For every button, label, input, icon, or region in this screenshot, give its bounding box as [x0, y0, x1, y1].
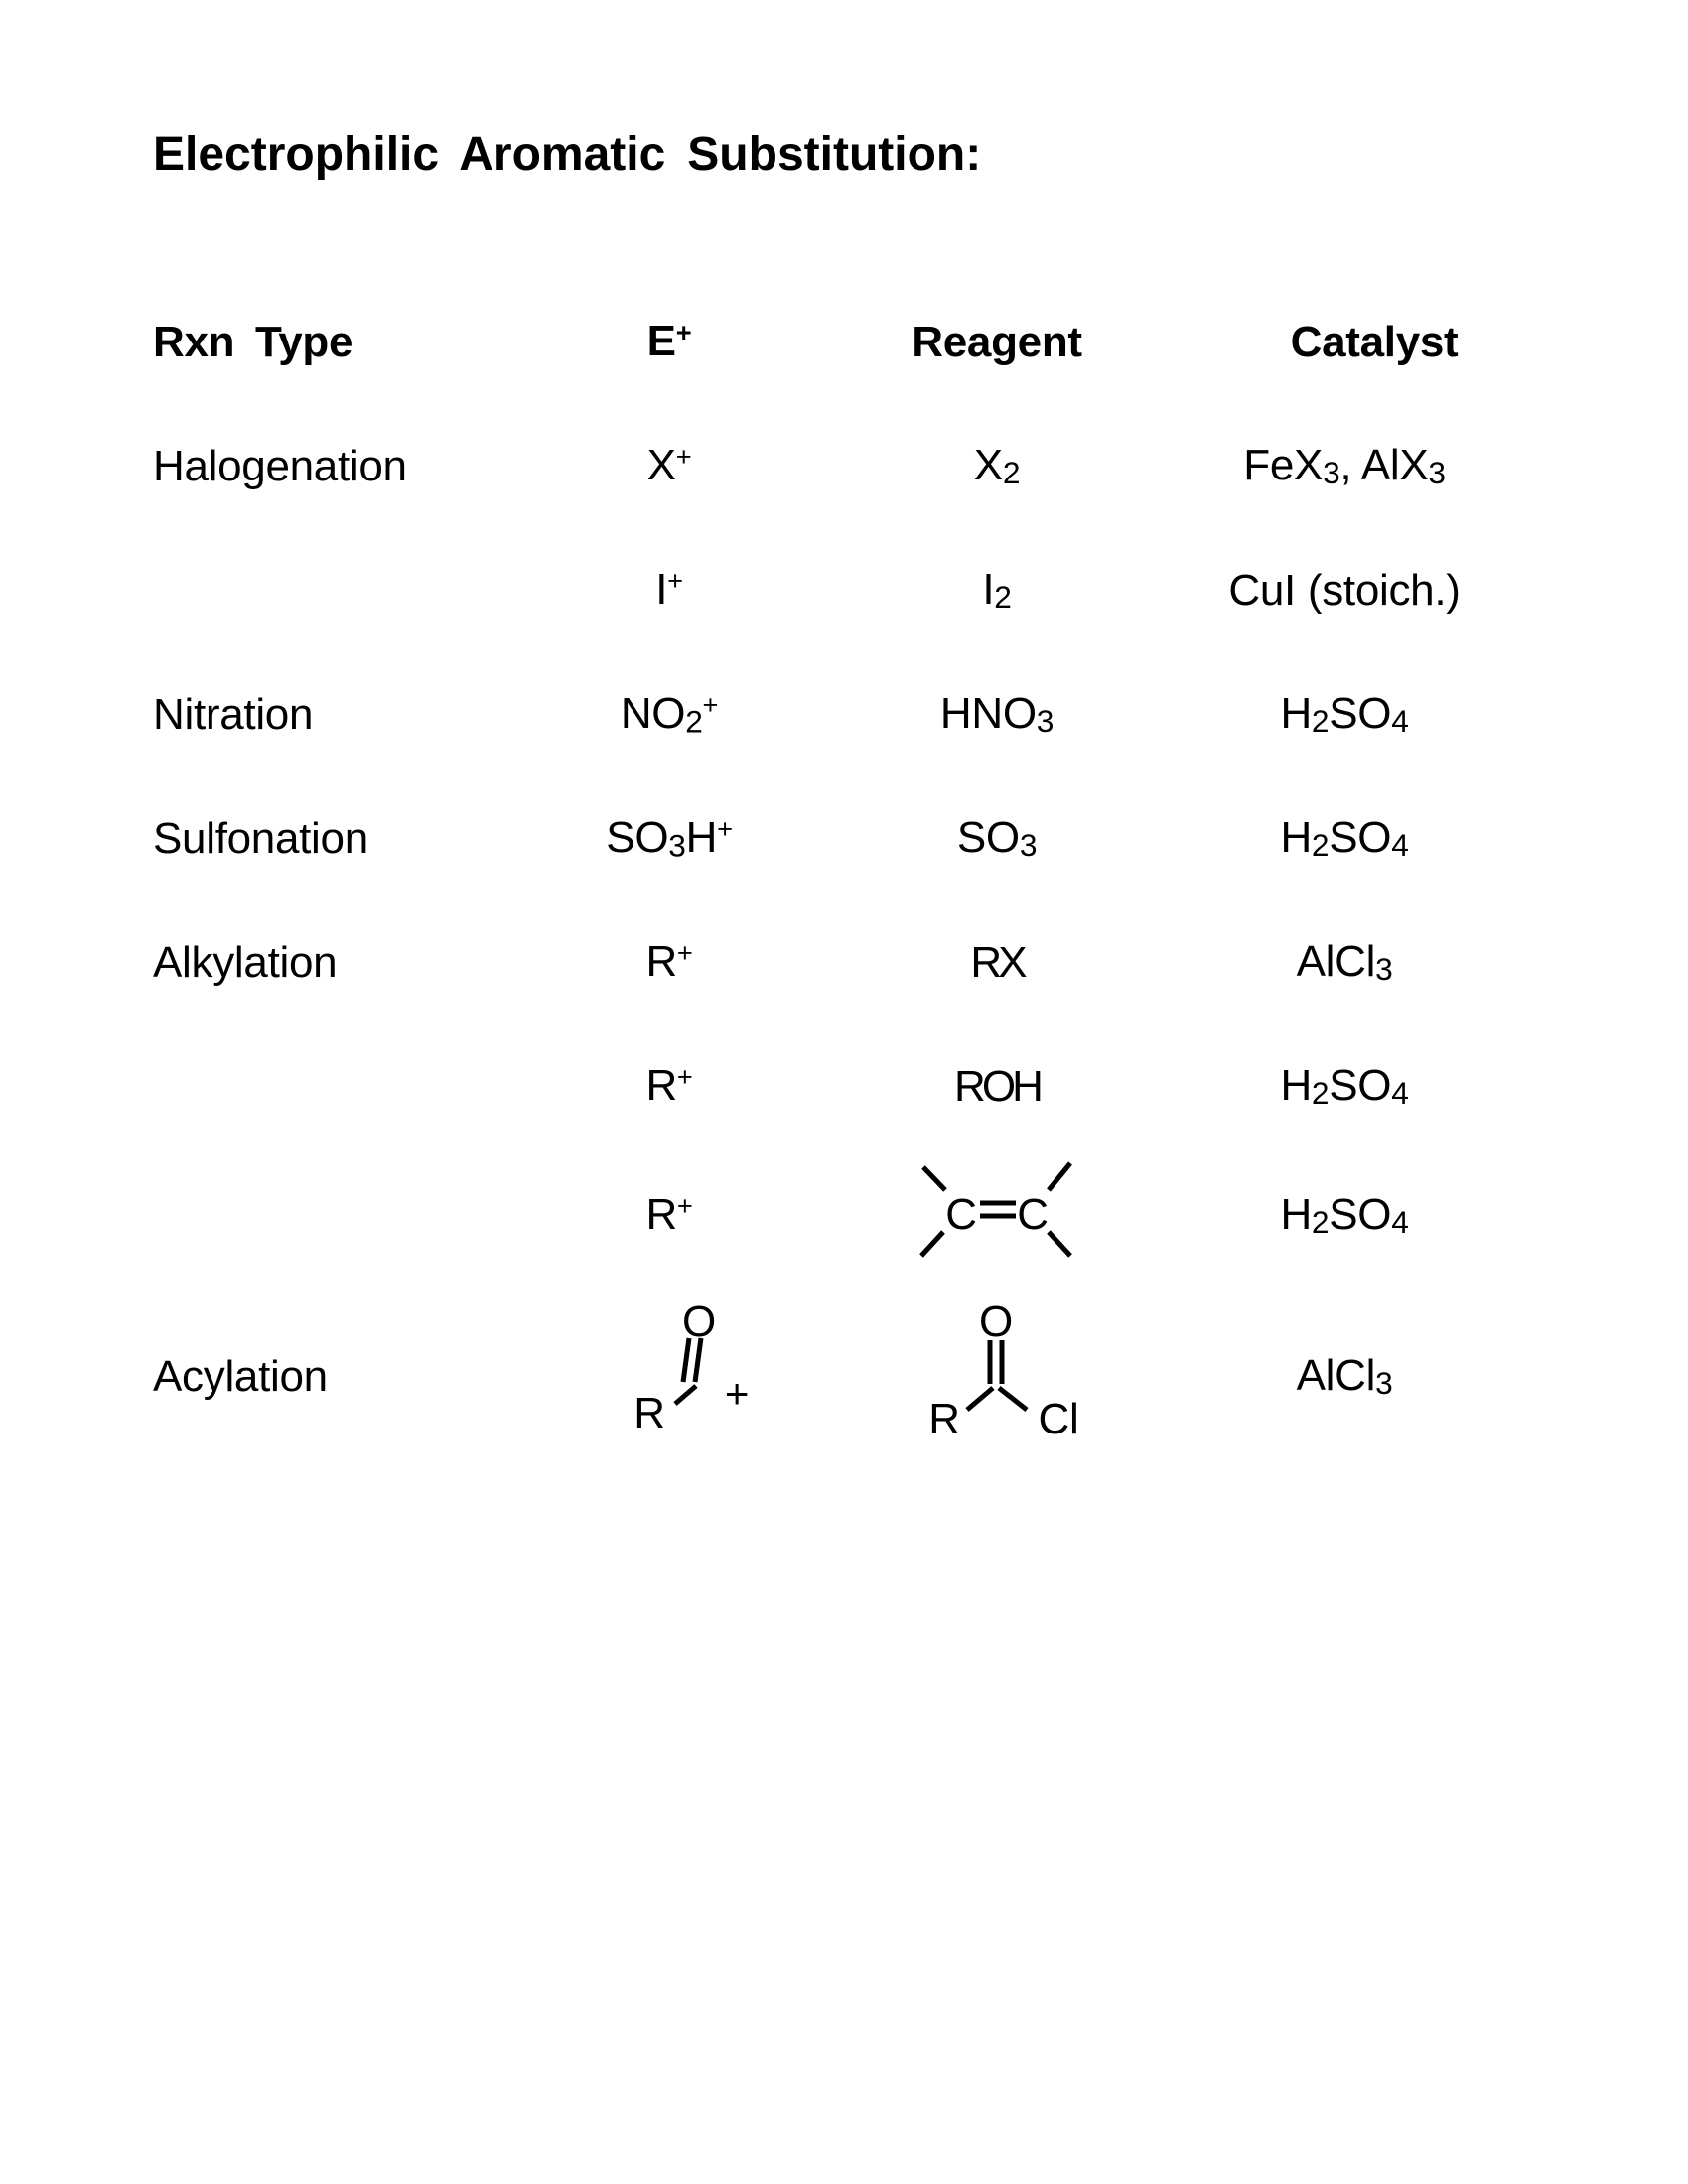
- alkene-structure: [893, 1148, 1101, 1273]
- table-row-acylation: [149, 1283, 1483, 1471]
- table-row-halogenation: [149, 404, 1483, 528]
- carbon-label-left: C: [945, 1190, 977, 1239]
- cell-catalyst: CuI (stoich.): [1228, 565, 1461, 614]
- table-row-iodination: [149, 528, 1483, 652]
- cell-reagent: I2: [982, 564, 1012, 615]
- r-group-label: R: [633, 1388, 665, 1437]
- oxygen-label: O: [682, 1297, 716, 1346]
- cell-rxn-type: Sulfonation: [153, 813, 368, 863]
- header-rxn-type: Rxn Type: [153, 317, 353, 366]
- cell-electrophile: R+: [645, 1061, 693, 1111]
- reaction-table: [149, 280, 1483, 1471]
- cell-reagent: ROH: [954, 1061, 1040, 1111]
- cell-rxn-type: Halogenation: [153, 441, 407, 490]
- cell-reagent: X2: [973, 440, 1021, 491]
- carbon-label-right: C: [1017, 1190, 1049, 1239]
- table-row-sulfonation: [149, 776, 1483, 900]
- cell-electrophile: R+: [645, 1190, 693, 1240]
- chlorine-label: Cl: [1038, 1394, 1079, 1443]
- cell-catalyst: H2SO4: [1280, 812, 1409, 864]
- cell-catalyst: H2SO4: [1280, 688, 1409, 740]
- cell-rxn-type: Acylation: [153, 1352, 328, 1401]
- substituent-bond-upper-right: [1049, 1163, 1070, 1190]
- header-catalyst: Catalyst: [1290, 317, 1459, 366]
- table-row-nitration: [149, 652, 1483, 776]
- cell-reagent: SO3: [956, 812, 1038, 864]
- cell-reagent-structure: [788, 1293, 1205, 1462]
- cell-electrophile: R+: [645, 937, 693, 987]
- cell-rxn-type: Alkylation: [153, 937, 338, 987]
- substituent-bond-lower-left: [921, 1232, 943, 1256]
- cell-reagent: RX: [970, 937, 1024, 987]
- plus-charge-label: +: [724, 1369, 750, 1417]
- cell-electrophile: I+: [655, 565, 683, 614]
- cell-electrophile: X+: [646, 441, 692, 490]
- page-title: Electrophilic Aromatic Substitution:: [153, 128, 982, 181]
- substituent-bond-upper-left: [923, 1167, 945, 1190]
- table-row-alkylation-halide: [149, 900, 1483, 1024]
- cell-catalyst: AlCl3: [1296, 1351, 1393, 1402]
- header-electrophile: E+: [646, 317, 692, 366]
- cl-carbon-bond: [999, 1388, 1027, 1410]
- cell-electrophile-structure: [550, 1293, 788, 1462]
- table-header-row: [149, 280, 1483, 404]
- cell-reagent: HNO3: [939, 688, 1055, 740]
- cell-catalyst: AlCl3: [1296, 936, 1393, 988]
- oxygen-label: O: [979, 1297, 1013, 1346]
- table-row-alkylation-alkene: [149, 1149, 1483, 1283]
- cell-electrophile: NO2+: [620, 688, 719, 740]
- cell-reagent-structure: [788, 1148, 1205, 1284]
- cell-catalyst: H2SO4: [1280, 1189, 1409, 1241]
- cell-catalyst: FeX3, AlX3: [1243, 440, 1446, 491]
- substituent-bond-lower-right: [1049, 1232, 1070, 1256]
- r-group-label: R: [928, 1394, 960, 1443]
- r-carbon-bond: [675, 1386, 696, 1404]
- table-row-alkylation-alcohol: [149, 1024, 1483, 1149]
- r-carbon-bond: [967, 1388, 993, 1410]
- cell-catalyst: H2SO4: [1280, 1060, 1409, 1112]
- cell-rxn-type: Nitration: [153, 689, 314, 739]
- cell-electrophile: SO3H+: [606, 812, 733, 864]
- acylium-ion-structure: [600, 1293, 778, 1451]
- header-reagent: Reagent: [912, 317, 1082, 366]
- acyl-chloride-structure: [898, 1293, 1096, 1451]
